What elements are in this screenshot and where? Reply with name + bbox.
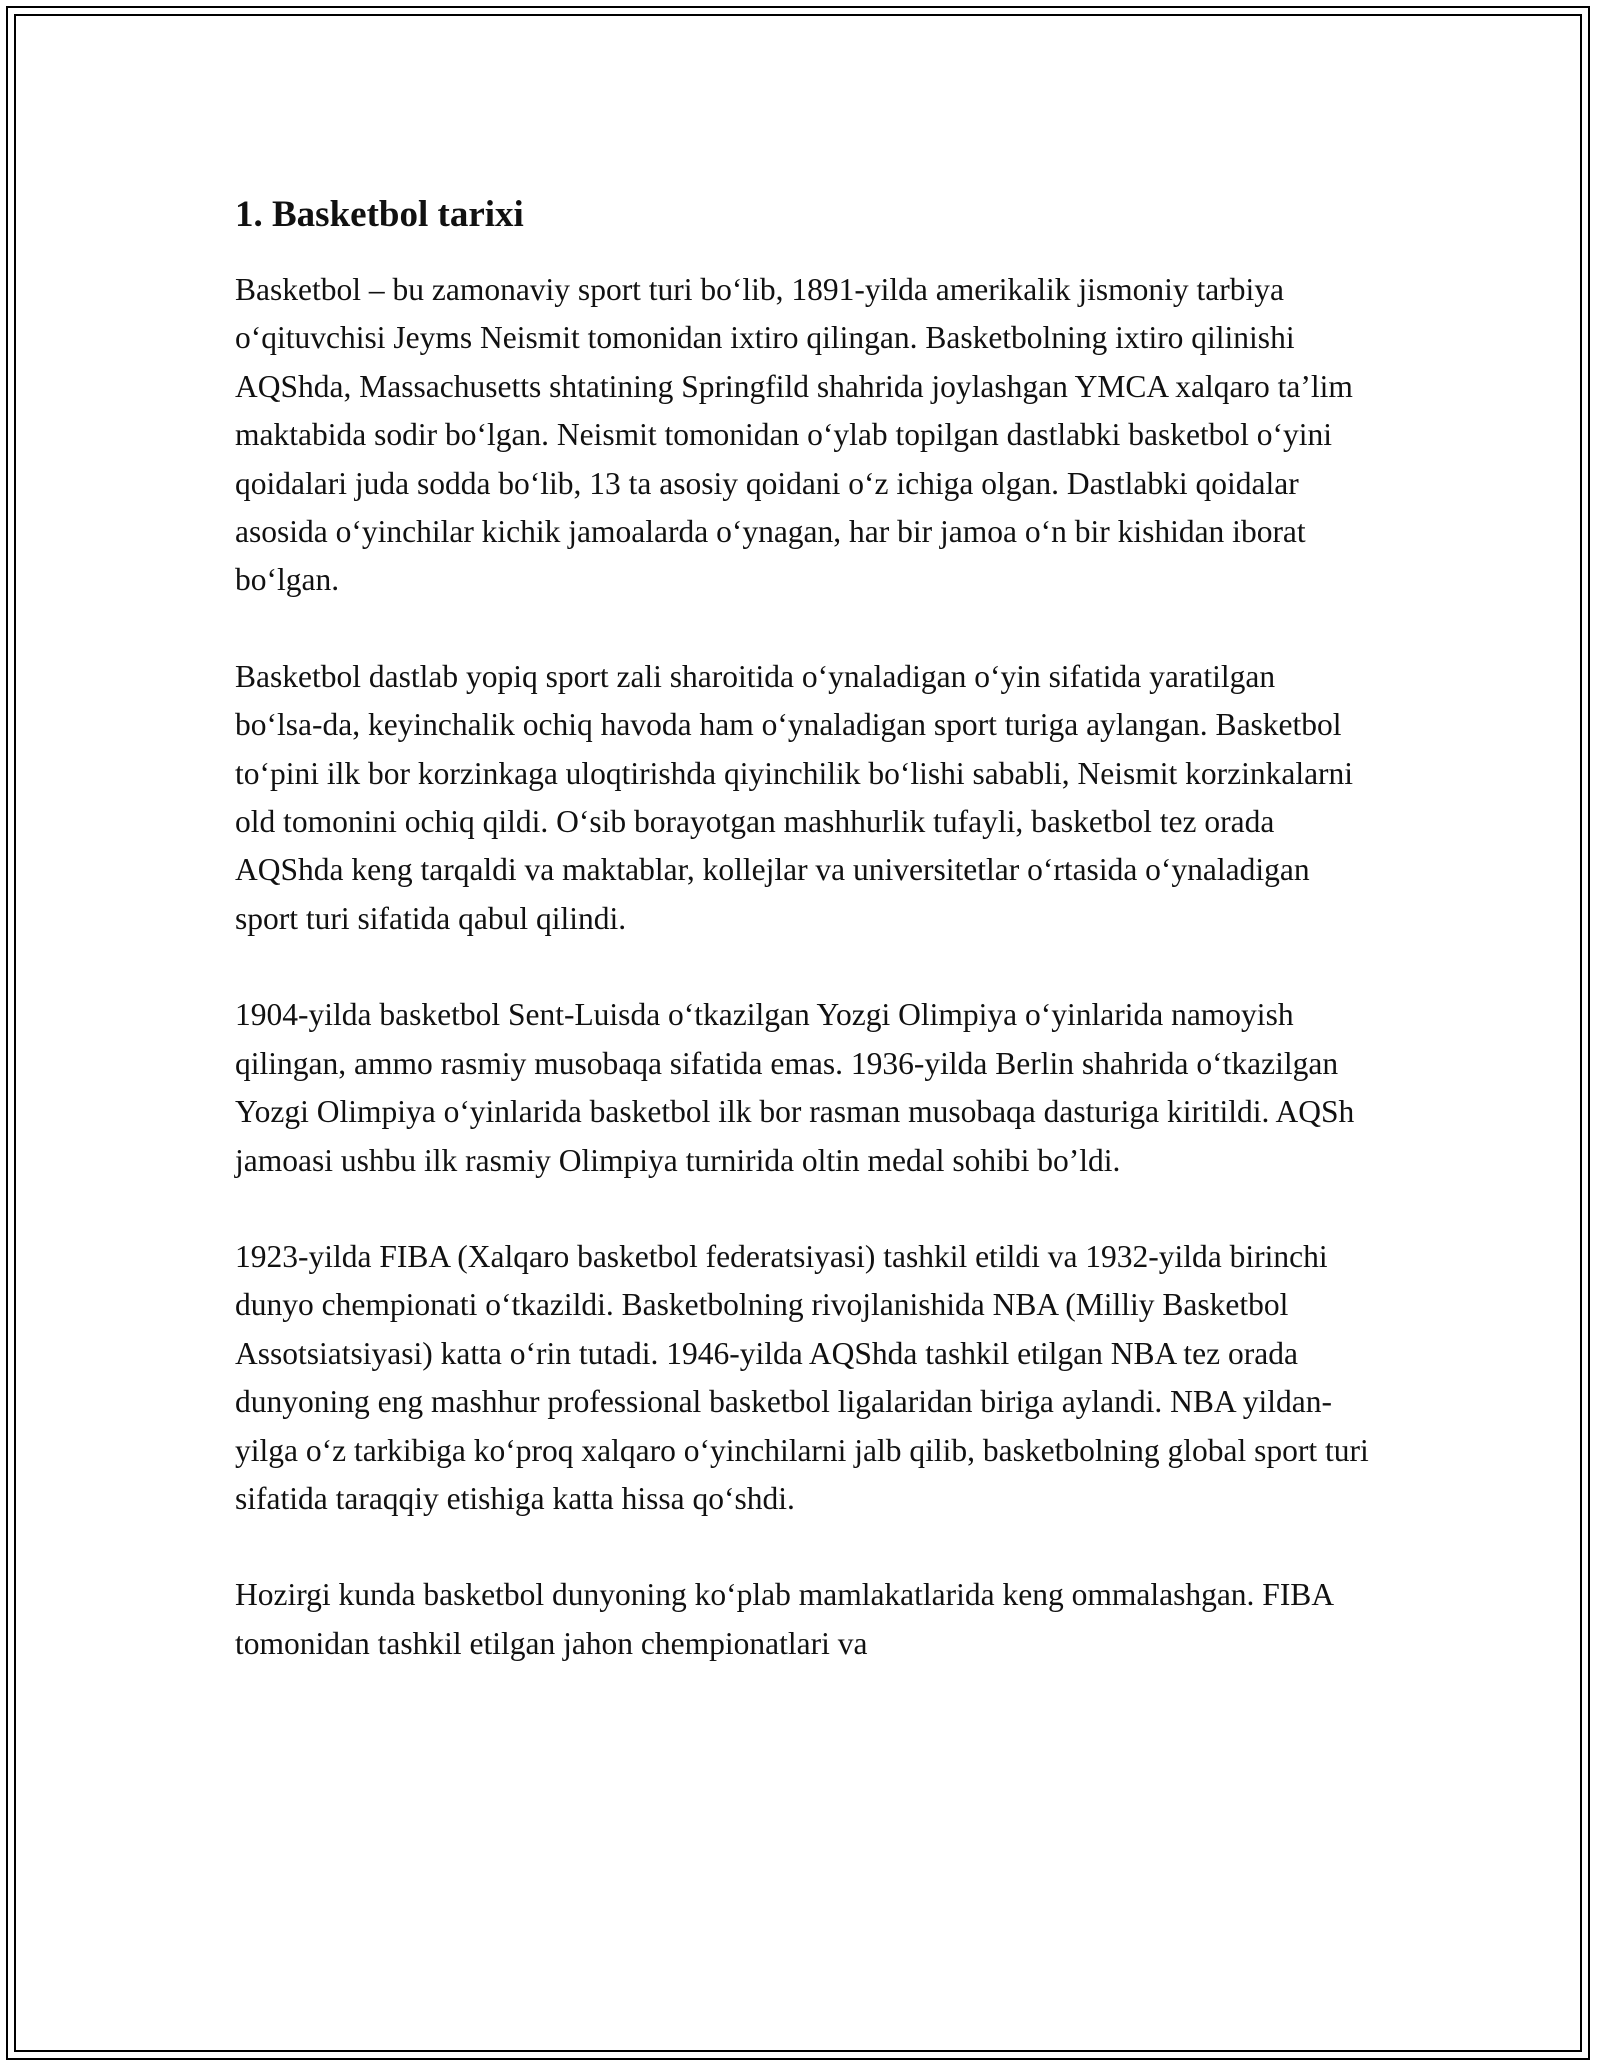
document-body <box>235 186 1370 1716</box>
paragraph-fiba-nba: 1923-yilda FIBA (Xalqaro basketbol federatsiyasi) tashkil etildi va 1932-yilda birinchi dunyo chempionati o‘tkazildi. Basketbolning rivojlanishida NBA (Milliy Basketbol Assotsiatsiyasi) katta o‘rin tutadi. 1946-yilda AQShda tashkil etilgan NBA tez orada dunyoning eng mashhur professional basketbol ligalaridan biriga aylandi. NBA yildan-yilga o‘z tarkibiga ko‘proq xalqaro o‘yinchilarni jalb qilib, basketbolning global sport turi sifatida taraqqiy etishiga katta hissa qo‘shdi. <box>235 1238 1369 1516</box>
paragraph-olympics: 1904-yilda basketbol Sent-Luisda o‘tkazilgan Yozgi Olimpiya o‘yinlarida namoyish qilingan, ammo rasmiy musobaqa sifatida emas. 1936-yilda Berlin shahrida o‘tkazilgan Yozgi Olimpiya o‘yinlarida basketbol ilk bor rasman musobaqa dasturiga kiritildi. AQSh jamoasi ushbu ilk rasmiy Olimpiya turnirida oltin medal sohibi bo’ldi. <box>235 997 1355 1178</box>
paragraph-early-spread: Basketbol dastlab yopiq sport zali sharoitida o‘ynaladigan o‘yin sifatida yaratilgan bo‘lsa-da, keyinchalik ochiq havoda ham o‘ynaladigan sport turiga aylangan. Basketbol to‘pini ilk bor korzinkaga uloqtirishda qiyinchilik bo‘lishi sababli, Neismit korzinkalarni old tomonini ochiq qildi. O‘sib borayotgan mashhurlik tufayli, basketbol tez orada AQShda keng tarqaldi va maktablar, kollejlar va universitetlar o‘rtasida o‘ynaladigan sport turi sifatida qabul qilindi. <box>235 658 1354 936</box>
paragraph-today: Hozirgi kunda basketbol dunyoning ko‘plab mamlakatlarida keng ommalashgan. FIBA tomonidan tashkil etilgan jahon chempionatlari va <box>235 1577 1333 1661</box>
paragraph-invention: Basketbol – bu zamonaviy sport turi bo‘lib, 1891-yilda amerikalik jismoniy tarbiya o‘qituvchisi Jeyms Neismit tomonidan ixtiro qilingan. Basketbolning ixtiro qilinishi AQShda, Massachusetts shtatining Springfild shahrida joylashgan YMCA xalqaro ta’lim maktabida sodir bo‘lgan. Neismit tomonidan o‘ylab topilgan dastlabki basketbol o‘yini qoidalari juda sodda bo‘lib, 13 ta asosiy qoidani o‘z ichiga olgan. Dastlabki qoidalar asosida o‘yinchilar kichik jamoalarda o‘ynagan, har bir jamoa o‘n bir kishidan iborat bo‘lgan. <box>235 272 1353 598</box>
section-heading: 1. Basketbol tarixi <box>235 194 524 235</box>
